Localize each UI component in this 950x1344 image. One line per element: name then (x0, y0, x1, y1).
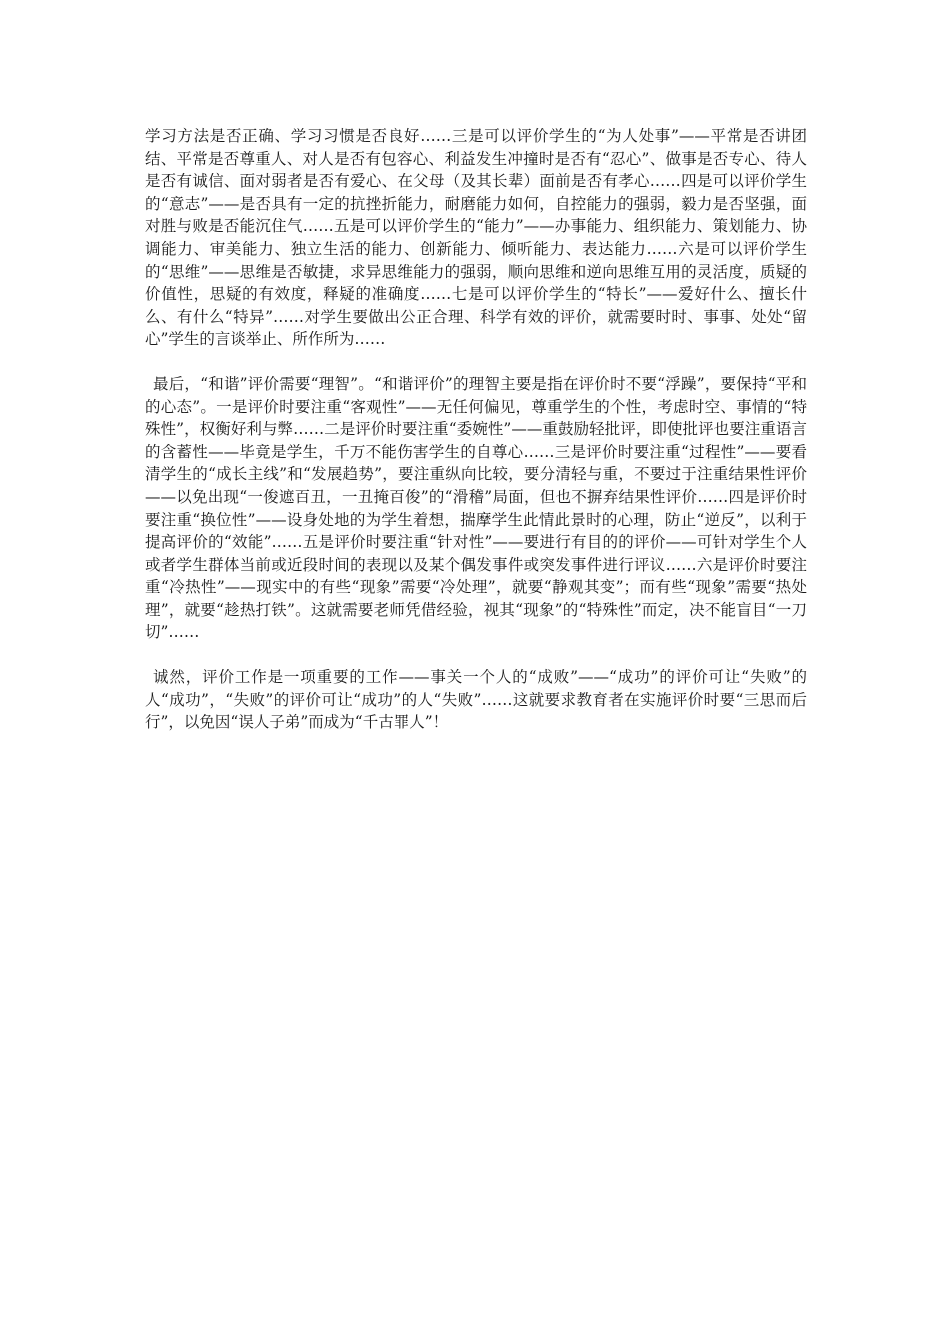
paragraph-conclusion: 诚然，评价工作是一项重要的工作——事关一个人的“成败”——“成功”的评价可让“失败”的人“成功”，“失败”的评价可让“成功”的人“失败”……这就要求教育者在实施评价时要“三思而后行”，以免因“误人子弟”而成为“千古罪人”！ (145, 668, 807, 732)
document-body (145, 125, 807, 734)
paragraph-evaluation-aspects: 学习方法是否正确、学习习惯是否良好……三是可以评价学生的“为人处事”——平常是否讲团结、平常是否尊重人、对人是否有包容心、利益发生冲撞时是否有“忍心”、做事是否专心、待人是否有诚信、面对弱者是否有爱心、在父母（及其长辈）面前是否有孝心……四是可以评价学生的“意志”——是否具有一定的抗挫折能力，耐磨能力如何，自控能力的强弱，毅力是否坚强，面对胜与败是否能沉住气……五是可以评价学生的“能力”——办事能力、组织能力、策划能力、协调能力、审美能力、独立生活的能力、创新能力、倾听能力、表达能力……六是可以评价学生的“思维”——思维是否敏捷，求异思维能力的强弱，顺向思维和逆向思维互用的灵活度，质疑的价值性，思疑的有效度，释疑的准确度……七是可以评价学生的“特长”——爱好什么、擅长什么、有什么“特异”……对学生要做出公正合理、科学有效的评价，就需要时时、事事、处处“留心”学生的言谈举止、所作所为…… (145, 127, 807, 349)
paragraph-rational-evaluation: 最后，“和谐”评价需要“理智”。“和谐评价”的理智主要是指在评价时不要“浮躁”，要保持“平和的心态”。一是评价时要注重“客观性”——无任何偏见，尊重学生的个性，考虑时空、事情的“特殊性”，权衡好利与弊……二是评价时要注重“委婉性”——重鼓励轻批评，即使批评也要注重语言的含蓄性——毕竟是学生，千万不能伤害学生的自尊心……三是评价时要注重“过程性”——要看清学生的“成长主线”和“发展趋势”，要注重纵向比较，要分清轻与重，不要过于注重结果性评价——以免出现“一俊遮百丑，一丑掩百俊”的“滑稽”局面，但也不摒弃结果性评价……四是评价时要注重“换位性”——设身处地的为学生着想，揣摩学生此情此景时的心理，防止“逆反”，以利于提高评价的“效能”……五是评价时要注重“针对性”——要进行有目的的评价——可针对学生个人或者学生群体当前或近段时间的表现以及某个偶发事件或突发事件进行评议……六是评价时要注重“冷热性”——现实中的有些“现象”需要“冷处理”，就要“静观其变”；而有些“现象”需要“热处理”，就要“趁热打铁”。这就需要老师凭借经验，视其“现象”的“特殊性”而定，决不能盲目“一刀切”…… (145, 374, 807, 642)
